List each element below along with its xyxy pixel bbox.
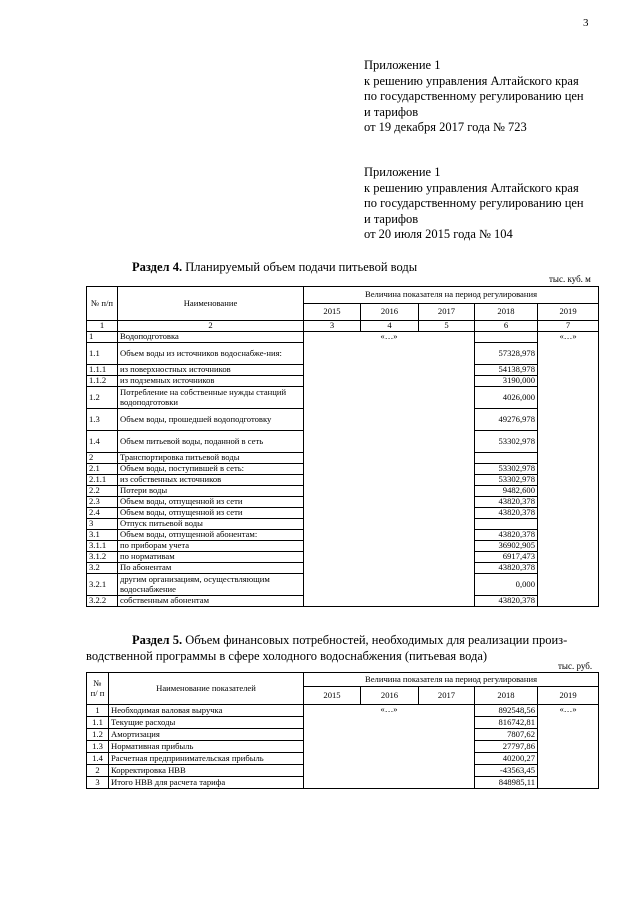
annex-line: и тарифов bbox=[364, 211, 419, 226]
header-year-2017: 2017 bbox=[419, 304, 475, 321]
section5-table bbox=[86, 672, 599, 789]
row-number: 1.1 bbox=[87, 717, 109, 729]
header-year-2019: 2019 bbox=[538, 687, 599, 705]
row-number: 3.2 bbox=[87, 563, 118, 574]
placeholder-right: «…» bbox=[538, 705, 599, 789]
col-number: 6 bbox=[475, 321, 538, 332]
annex-line: к решению управления Алтайского края bbox=[364, 180, 579, 195]
section4-units: тыс. куб. м bbox=[549, 274, 591, 284]
row-name: Объем воды, отпущенной абонентам: bbox=[118, 530, 304, 541]
header-year-2018: 2018 bbox=[475, 304, 538, 321]
header-value-group: Величина показателя на период регулирования bbox=[304, 287, 599, 304]
row-number: 2.3 bbox=[87, 497, 118, 508]
row-number: 1.3 bbox=[87, 741, 109, 753]
value-2018: 892548,56 bbox=[475, 705, 538, 717]
annex-block-current bbox=[364, 58, 584, 136]
table-row bbox=[87, 705, 599, 717]
row-number: 1.4 bbox=[87, 753, 109, 765]
placeholder-left: «…» bbox=[304, 332, 475, 607]
annex-line: Приложение 1 bbox=[364, 58, 441, 72]
header-name: Наименование bbox=[118, 287, 304, 321]
value-2018 bbox=[475, 332, 538, 343]
value-2018: 43820,378 bbox=[475, 497, 538, 508]
header-value-group: Величина показателя на период регулирования bbox=[304, 673, 599, 687]
value-2018: 53302,978 bbox=[475, 464, 538, 475]
row-name: из поверхностных источников bbox=[118, 365, 304, 376]
annex-block-original bbox=[364, 165, 584, 243]
header-year-2017: 2017 bbox=[419, 687, 475, 705]
row-number: 2.2 bbox=[87, 486, 118, 497]
section5-title-text: Объем финансовых потребностей, необходимых для реализации произ- bbox=[182, 633, 568, 647]
row-number: 2.1.1 bbox=[87, 475, 118, 486]
annex-line: по государственному регулированию цен bbox=[364, 89, 584, 103]
value-2018: 816742,81 bbox=[475, 717, 538, 729]
row-name: Потребление на собственные нужды станций водоподготовки bbox=[118, 387, 304, 409]
row-number: 1.1 bbox=[87, 343, 118, 365]
col-number: 2 bbox=[118, 321, 304, 332]
value-2018: 27797,86 bbox=[475, 741, 538, 753]
value-2018: 43820,378 bbox=[475, 508, 538, 519]
row-number: 2 bbox=[87, 765, 109, 777]
row-name: Итого НВВ для расчета тарифа bbox=[109, 777, 304, 789]
value-2018: 36902,905 bbox=[475, 541, 538, 552]
row-name: По абонентам bbox=[118, 563, 304, 574]
row-number: 1.3 bbox=[87, 409, 118, 431]
row-name: из собственных источников bbox=[118, 475, 304, 486]
page-number: 3 bbox=[583, 17, 589, 29]
row-name: Транспортировка питьевой воды bbox=[118, 453, 304, 464]
row-number: 3 bbox=[87, 777, 109, 789]
section4-table bbox=[86, 286, 599, 607]
section5-title-line2: водственной программы в сфере холодного водоснабжения (питьевая вода) bbox=[86, 649, 488, 663]
value-2018: 54138,978 bbox=[475, 365, 538, 376]
row-name: Объем воды, отпущенной из сети bbox=[118, 508, 304, 519]
row-number: 1.4 bbox=[87, 431, 118, 453]
row-number: 1.2 bbox=[87, 387, 118, 409]
row-name: Водоподготовка bbox=[118, 332, 304, 343]
section4-title-bold: Раздел 4. bbox=[132, 260, 183, 274]
row-name: по приборам учета bbox=[118, 541, 304, 552]
col-number: 4 bbox=[361, 321, 419, 332]
row-name: Корректировка НВВ bbox=[109, 765, 304, 777]
annex-line: и тарифов bbox=[364, 104, 419, 119]
row-name: Амортизация bbox=[109, 729, 304, 741]
value-2018: 53302,978 bbox=[475, 431, 538, 453]
row-number: 2.4 bbox=[87, 508, 118, 519]
annex-line: от 19 декабря 2017 года № 723 bbox=[364, 120, 527, 134]
row-name: Потери воды bbox=[118, 486, 304, 497]
value-2018: 848985,11 bbox=[475, 777, 538, 789]
value-2018 bbox=[475, 519, 538, 530]
placeholder-left: «…» bbox=[304, 705, 475, 789]
row-number: 2.1 bbox=[87, 464, 118, 475]
value-2018: 7807,62 bbox=[475, 729, 538, 741]
section4-title bbox=[132, 259, 417, 275]
row-number: 1 bbox=[87, 705, 109, 717]
header-year-2018: 2018 bbox=[475, 687, 538, 705]
value-2018: 4026,000 bbox=[475, 387, 538, 409]
section5-title bbox=[86, 632, 598, 664]
row-name: Отпуск питьевой воды bbox=[118, 519, 304, 530]
row-number: 3.2.1 bbox=[87, 574, 118, 596]
row-name: другим организациям, осуществляющим водоснабжение bbox=[118, 574, 304, 596]
header-year-2015: 2015 bbox=[304, 687, 361, 705]
section4-title-text: Планируемый объем подачи питьевой воды bbox=[182, 260, 418, 274]
row-number: 3.1.1 bbox=[87, 541, 118, 552]
value-2018: 6917,473 bbox=[475, 552, 538, 563]
row-name: собственным абонентам bbox=[118, 596, 304, 607]
value-2018: 43820,378 bbox=[475, 563, 538, 574]
value-2018 bbox=[475, 453, 538, 464]
section5-units: тыс. руб. bbox=[558, 661, 593, 671]
value-2018: 57328,978 bbox=[475, 343, 538, 365]
row-number: 2 bbox=[87, 453, 118, 464]
row-number: 1.1.2 bbox=[87, 376, 118, 387]
value-2018: 40200,27 bbox=[475, 753, 538, 765]
col-number: 1 bbox=[87, 321, 118, 332]
row-name: из подземных источников bbox=[118, 376, 304, 387]
placeholder-right: «…» bbox=[538, 332, 599, 607]
header-year-2019: 2019 bbox=[538, 304, 599, 321]
row-name: Расчетная предпринимательская прибыль bbox=[109, 753, 304, 765]
row-number: 3.2.2 bbox=[87, 596, 118, 607]
col-number: 5 bbox=[419, 321, 475, 332]
row-name: Объем воды, отпущенной из сети bbox=[118, 497, 304, 508]
row-number: 1.2 bbox=[87, 729, 109, 741]
header-num: № п/п bbox=[87, 287, 118, 321]
value-2018: 43820,378 bbox=[475, 530, 538, 541]
value-2018: 0,000 bbox=[475, 574, 538, 596]
value-2018: 3190,000 bbox=[475, 376, 538, 387]
header-num: № п/ п bbox=[87, 673, 109, 705]
value-2018: -43563,45 bbox=[475, 765, 538, 777]
annex-line: по государственному регулированию цен bbox=[364, 196, 584, 210]
row-name: Нормативная прибыль bbox=[109, 741, 304, 753]
value-2018: 53302,978 bbox=[475, 475, 538, 486]
row-name: Объем воды из источников водоснабже-ния: bbox=[118, 343, 304, 365]
col-number: 7 bbox=[538, 321, 599, 332]
row-name: по нормативам bbox=[118, 552, 304, 563]
row-number: 3 bbox=[87, 519, 118, 530]
value-2018: 49276,978 bbox=[475, 409, 538, 431]
annex-line: от 20 июля 2015 года № 104 bbox=[364, 227, 513, 241]
value-2018: 43820,378 bbox=[475, 596, 538, 607]
table-row bbox=[87, 332, 599, 343]
row-name: Объем воды, прошедшей водоподготовку bbox=[118, 409, 304, 431]
header-year-2015: 2015 bbox=[304, 304, 361, 321]
annex-line: к решению управления Алтайского края bbox=[364, 73, 579, 88]
value-2018: 9482,600 bbox=[475, 486, 538, 497]
header-name: Наименование показателей bbox=[109, 673, 304, 705]
row-number: 3.1 bbox=[87, 530, 118, 541]
row-number: 1 bbox=[87, 332, 118, 343]
row-number: 3.1.2 bbox=[87, 552, 118, 563]
header-year-2016: 2016 bbox=[361, 304, 419, 321]
col-number: 3 bbox=[304, 321, 361, 332]
row-name: Необходимая валовая выручка bbox=[109, 705, 304, 717]
row-name: Текущие расходы bbox=[109, 717, 304, 729]
row-number: 1.1.1 bbox=[87, 365, 118, 376]
header-year-2016: 2016 bbox=[361, 687, 419, 705]
section5-title-bold: Раздел 5. bbox=[132, 633, 183, 647]
row-name: Объем питьевой воды, поданной в сеть bbox=[118, 431, 304, 453]
row-name: Объем воды, поступившей в сеть: bbox=[118, 464, 304, 475]
annex-line: Приложение 1 bbox=[364, 165, 441, 179]
